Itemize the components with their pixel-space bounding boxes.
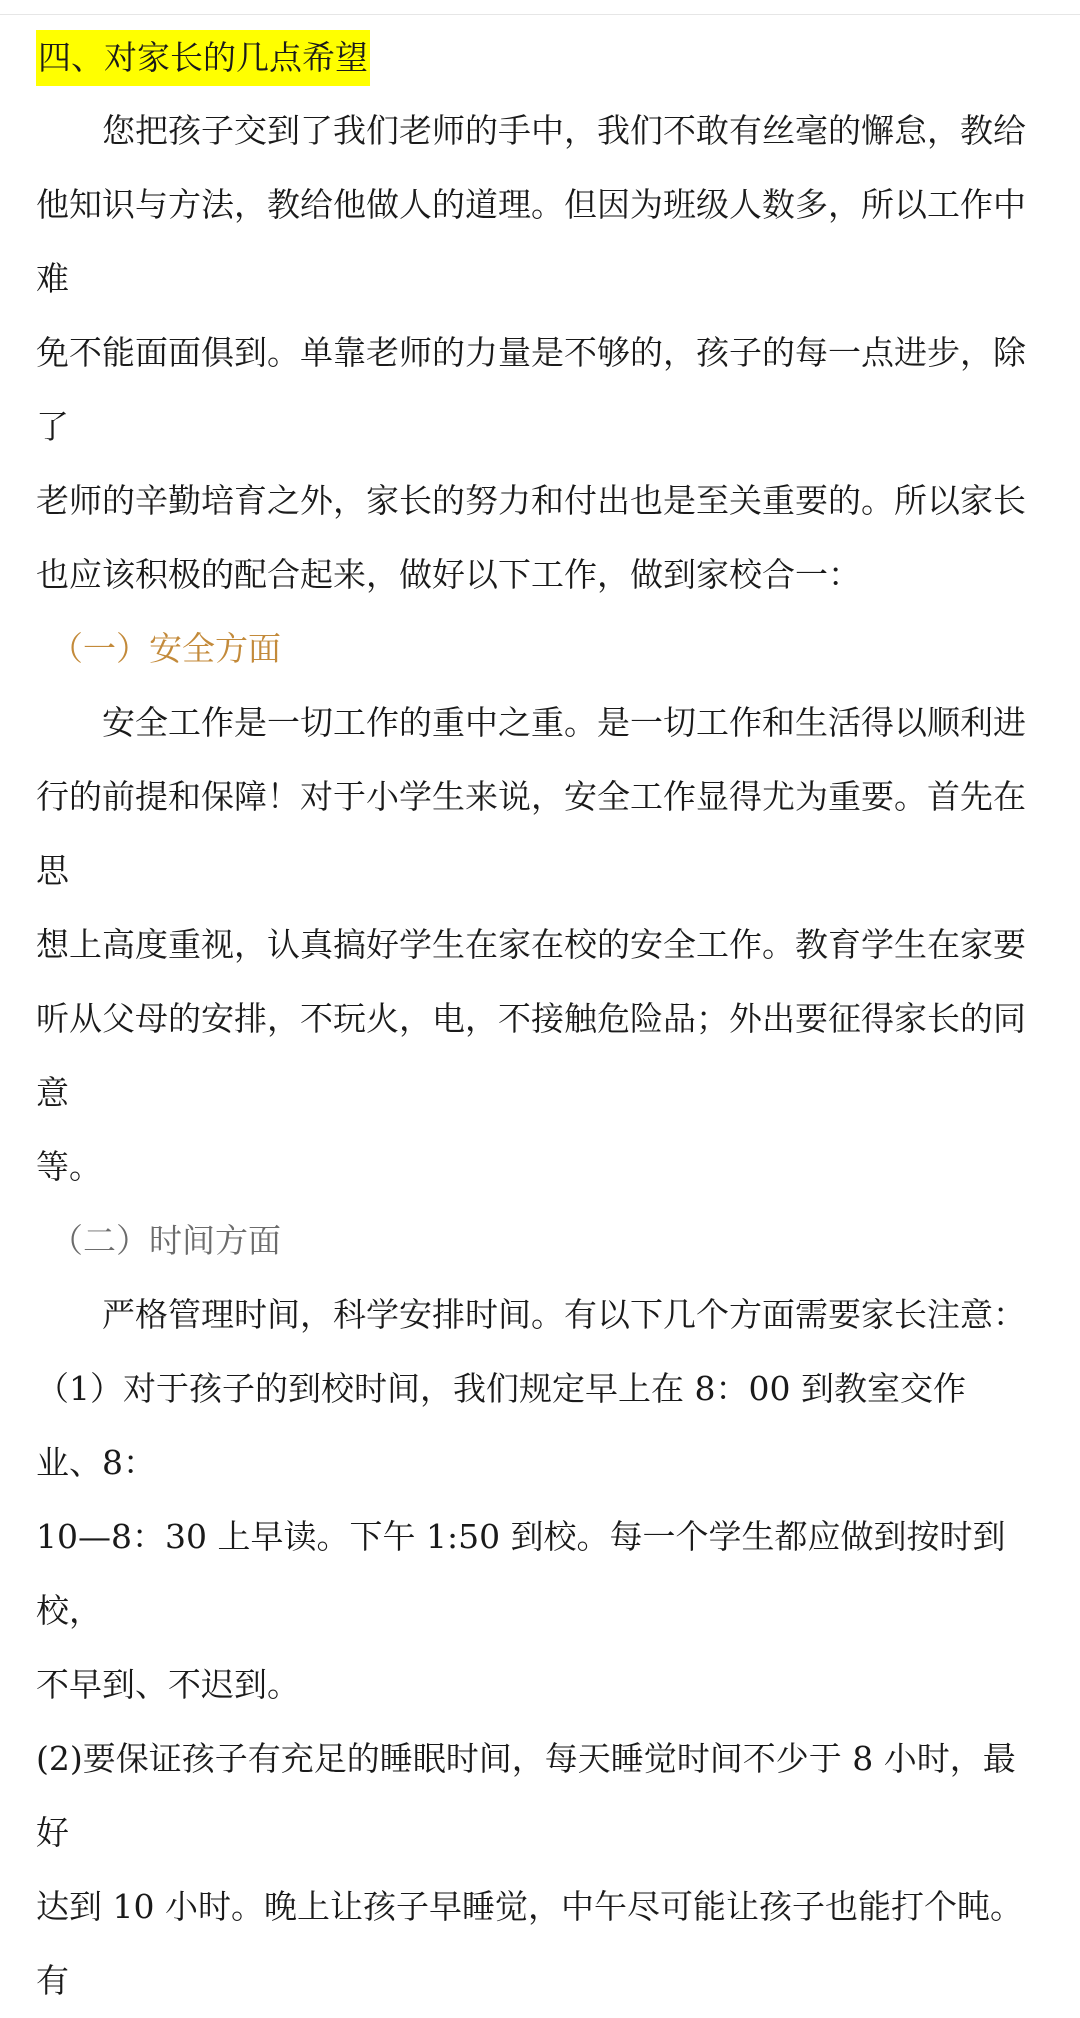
intro-line: 也应该积极的配合起来，做好以下工作，做到家校合一： <box>36 555 861 594</box>
safety-line: 听从父母的安排，不玩火，电，不接触危险品；外出要征得家长的同意 <box>36 999 1026 1112</box>
intro-paragraph <box>36 94 1026 612</box>
list-item-line: 达到 10 小时。晚上让孩子早睡觉，中午尽可能让孩子也能打个盹。有 <box>36 1887 1023 2000</box>
intro-line: 您把孩子交到了我们老师的手中，我们不敢有丝毫的懈怠，教给 <box>102 111 1026 150</box>
page-top-divider <box>0 14 1080 15</box>
time-intro: 严格管理时间，科学安排时间。有以下几个方面需要家长注意： <box>102 1295 1026 1334</box>
list-item-line: （1）对于孩子的到校时间，我们规定早上在 8：00 到教室交作业、8： <box>36 1369 966 1482</box>
intro-line: 他知识与方法，教给他做人的道理。但因为班级人数多，所以工作中难 <box>36 185 1026 298</box>
list-item-2 <box>36 1722 1026 2018</box>
list-item-1 <box>36 1352 1026 1722</box>
list-item-line: (2)要保证孩子有充足的睡眠时间，每天睡觉时间不少于 8 小时，最好 <box>36 1739 1016 1852</box>
safety-line: 行的前提和保障！对于小学生来说，安全工作显得尤为重要。首先在思 <box>36 777 1026 890</box>
intro-line: 免不能面面俱到。单靠老师的力量是不够的，孩子的每一点进步，除了 <box>36 333 1026 446</box>
safety-paragraph <box>36 686 1026 1204</box>
safety-line: 安全工作是一切工作的重中之重。是一切工作和生活得以顺利进 <box>102 703 1026 742</box>
subsection-title-time: （二）时间方面 <box>50 1221 281 1260</box>
safety-line: 等。 <box>36 1147 102 1186</box>
safety-line: 想上高度重视，认真搞好学生在家在校的安全工作。教育学生在家要 <box>36 925 1026 964</box>
list-item-line: 10—8：30 上早读。下午 1:50 到校。每一个学生都应做到按时到校， <box>36 1517 1006 1630</box>
intro-line: 老师的辛勤培育之外，家长的努力和付出也是至关重要的。所以家长 <box>36 481 1026 520</box>
section-title: 四、对家长的几点希望 <box>36 30 370 86</box>
subsection-title-safety: （一）安全方面 <box>50 629 281 668</box>
document-body <box>36 30 1026 2018</box>
list-item-line: 不早到、不迟到。 <box>36 1665 300 1704</box>
